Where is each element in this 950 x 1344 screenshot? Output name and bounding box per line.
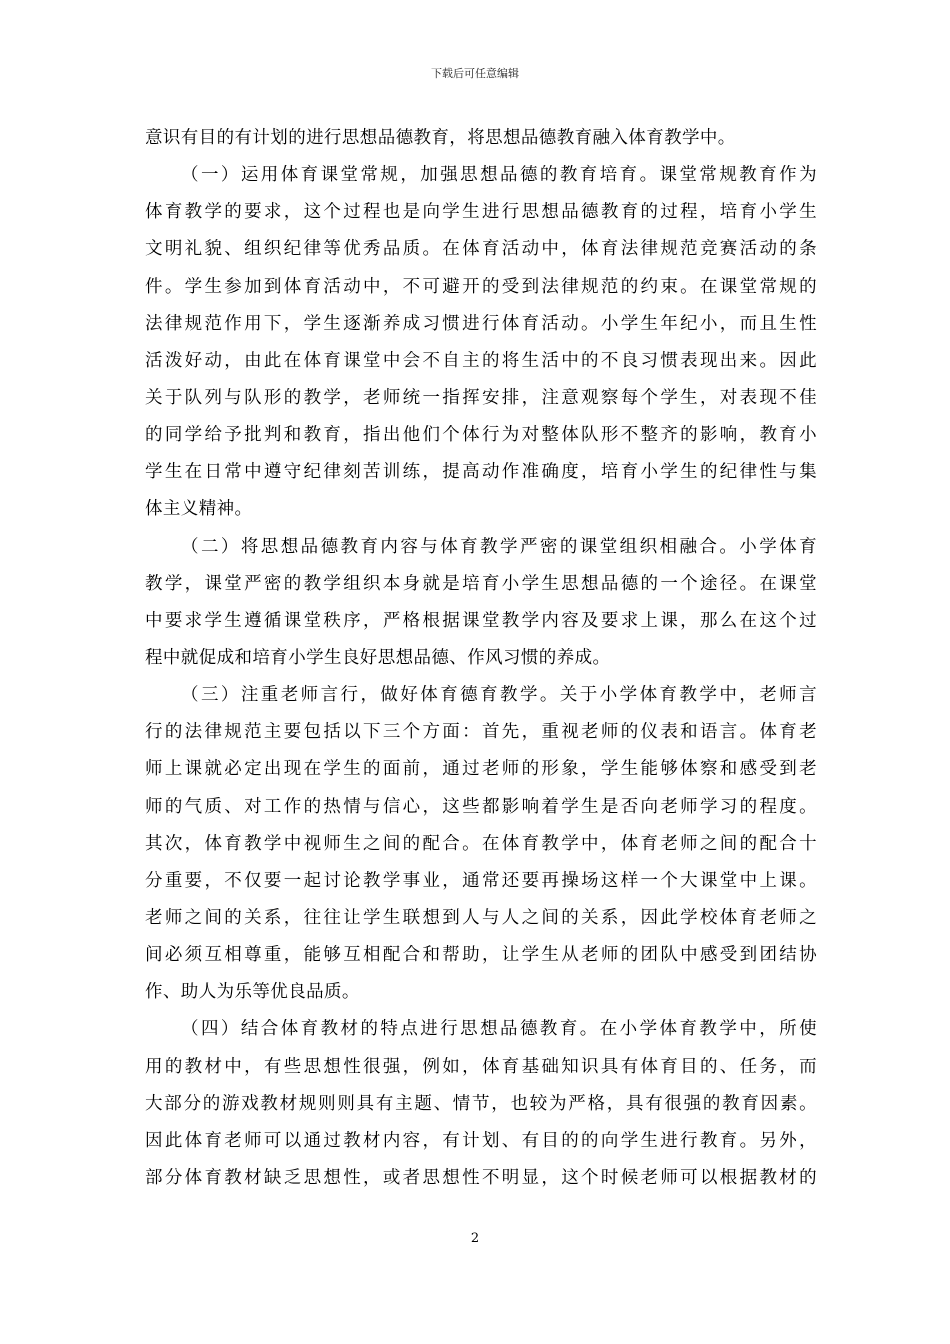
text-line: 其次，体育教学中视师生之间的配合。在体育教学中，体育老师之间的配合十	[145, 833, 817, 854]
paragraph-heading-line: （四）结合体育教材的特点进行思想品德教育。在小学体育教学中，所使	[181, 1019, 817, 1040]
text-line: 程中就促成和培育小学生良好思想品德、作风习惯的养成。	[145, 647, 611, 668]
text-line: 大部分的游戏教材规则则具有主题、情节，也较为严格，具有很强的教育因素。	[145, 1093, 817, 1114]
text-line: 间必须互相尊重，能够互相配合和帮助，让学生从老师的团队中感受到团结协	[145, 945, 817, 966]
page-number: 2	[470, 1231, 480, 1246]
text-line: 老师之间的关系，往往让学生联想到人与人之间的关系，因此学校体育老师之	[145, 907, 817, 928]
text-line: 分重要，不仅要一起讨论教学事业，通常还要再操场这样一个大课堂中上课。	[145, 870, 817, 891]
text-line: 师上课就必定出现在学生的面前，通过老师的形象，学生能够体察和感受到老	[145, 759, 817, 780]
text-line: 教学，课堂严密的教学组织本身就是培育小学生思想品德的一个途径。在课堂	[145, 573, 817, 594]
text-line: 师的气质、对工作的热情与信心，这些都影响着学生是否向老师学习的程度。	[145, 796, 817, 817]
text-line: 中要求学生遵循课堂秩序，严格根据课堂教学内容及要求上课，那么在这个过	[145, 610, 817, 631]
text-line: 体育教学的要求，这个过程也是向学生进行思想品德教育的过程，培育小学生	[145, 202, 817, 223]
text-line: 行的法律规范主要包括以下三个方面：首先，重视老师的仪表和语言。体育老	[145, 722, 817, 743]
text-line: 部分体育教材缺乏思想性，或者思想性不明显，这个时候老师可以根据教材的	[145, 1167, 817, 1188]
text-line: 关于队列与队形的教学，老师统一指挥安排，注意观察每个学生，对表现不佳	[145, 387, 817, 408]
text-line: 意识有目的有计划的进行思想品德教育，将思想品德教育融入体育教学中。	[145, 128, 736, 148]
text-line: 件。学生参加到体育活动中，不可避开的受到法律规范的约束。在课堂常规的	[145, 276, 817, 297]
paragraph-heading-line: （一）运用体育课堂常规，加强思想品德的教育培育。课堂常规教育作为	[181, 165, 817, 186]
text-line: 法律规范作用下，学生逐渐养成习惯进行体育活动。小学生年纪小，而且生性	[145, 313, 817, 334]
paragraph-heading-line: （二）将思想品德教育内容与体育教学严密的课堂组织相融合。小学体育	[181, 536, 817, 557]
text-line: 的同学给予批判和教育，指出他们个体行为对整体队形不整齐的影响，教育小	[145, 425, 817, 446]
text-line: 用的教材中，有些思想性很强，例如，体育基础知识具有体育目的、任务，而	[145, 1056, 817, 1077]
text-line: 作、助人为乐等优良品质。	[145, 982, 360, 1003]
document-body	[145, 120, 817, 1197]
paragraph-heading-line: （三）注重老师言行，做好体育德育教学。关于小学体育教学中，老师言	[181, 685, 817, 706]
text-line: 活泼好动，由此在体育课堂中会不自主的将生活中的不良习惯表现出来。因此	[145, 350, 817, 371]
page-header: 下载后可任意编辑	[431, 67, 519, 80]
text-line: 因此体育老师可以通过教材内容，有计划、有目的的向学生进行教育。另外，	[145, 1130, 817, 1151]
text-line: 学生在日常中遵守纪律刻苦训练，提高动作准确度，培育小学生的纪律性与集	[145, 462, 817, 483]
text-line: 体主义精神。	[145, 499, 253, 520]
text-line: 文明礼貌、组织纪律等优秀品质。在体育活动中，体育法律规范竞赛活动的条	[145, 239, 817, 260]
